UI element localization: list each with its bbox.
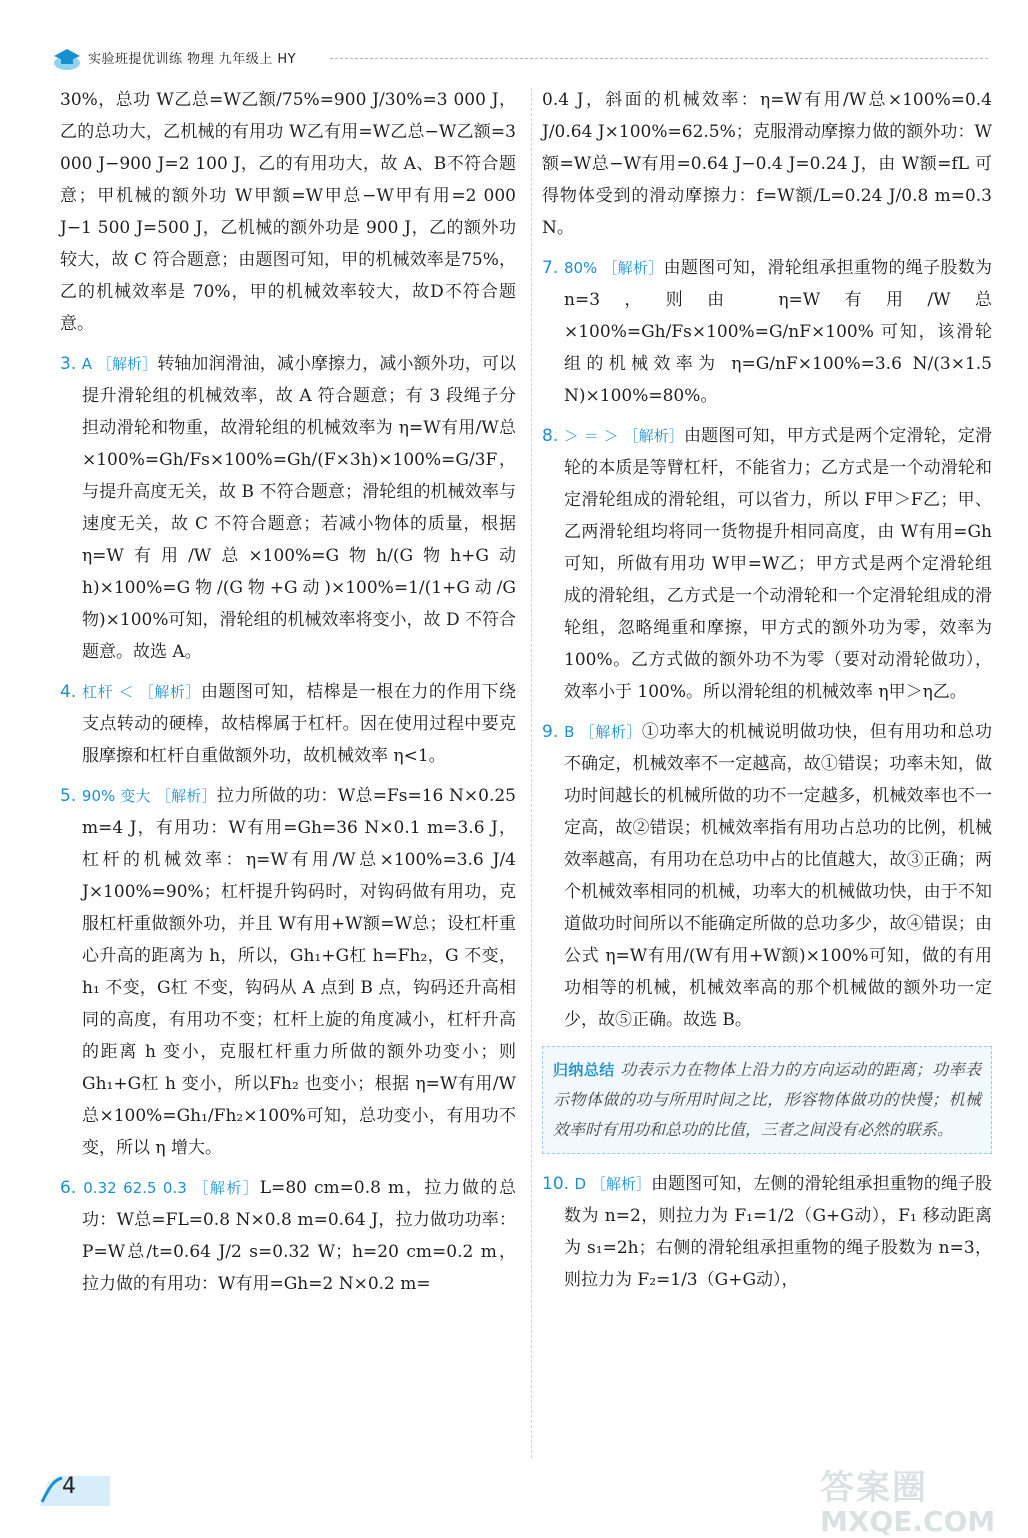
answer-text: L=80 cm=0.8 m，拉力做的总功：W总=FL=0.8 N×0.8 m=0.64 J，拉力做功功率：P=W总/t=0.64 J/2 s=0.32 W；h=20 cm=0.2 m，拉力做的有用功：W有用=Gh=2 N×0.2 m= [82,1178,516,1294]
item-number: 6. [60,1178,77,1198]
answer-tag: ＞ ＝ ＞ ［解析］ [563,427,685,445]
graduation-cap-icon [52,46,82,72]
watermark [820,1460,1010,1538]
answer-item [60,1172,516,1300]
answer-text: 由题图可知，桔槔是一根在力的作用下绕支点转动的硬棒，故桔槔属于杠杆。因在使用过程中要克服摩擦和杠杆自重做额外功，故机械效率 η<1。 [82,682,516,766]
answer-tag: 90% 变大 ［解析］ [81,787,217,805]
answer-tag: B ［解析］ [564,723,642,741]
answer-tag: 杠杆 ＜ ［解析］ [82,683,201,701]
answer-text: ①功率大的机械说明做功快，但有用功和总功不确定，机械效率不一定越高，故①错误；功率未知，做功时间越长的机械所做的功不一定越多，机械效率也不一定高，故②错误；机械效率指有用功占总功的比例，机械效率越高，有用功在总功中占的比值越大，故③正确；两个机械效率相同的机械，功率大的机械做功快，由于不知道做功时间所以不能确定所做的总功多少，故④错误；由公式 η=W有用/(W有用+W额)×100%可知，做的有用功相等的机械，机械效率高的那个机械做的额外功一定少，故⑤正确。故选 B。 [564,722,992,1030]
answer-item [542,84,992,244]
summary-text: 功表示力在物体上沿力的方向运动的距离；功率表示物体做的功与所用时间之比，形容物体做功的快慢；机械效率时有用功和总功的比值，三者之间没有必然的联系。 [553,1060,981,1139]
item-number: 10. [542,1174,570,1194]
answer-text: 0.4 J，斜面的机械效率：η=W有用/W总×100%=0.4 J/0.64 J×100%=62.5%；克服滑动摩擦力做的额外功：W额=W总−W有用=0.64 J−0.4 J=0.24 J，由 W额=fL 可得物体受到的滑动摩擦力：f=W额/L=0.24 J/0.8 m=0.3 N。 [542,90,992,238]
item-number: 3. [60,354,77,374]
right-column [542,84,992,1304]
answer-tag: D ［解析］ [574,1175,652,1193]
left-column [60,84,516,1308]
right-column-items [542,84,992,1036]
answer-text: 由题图可知，滑轮组承担重物的绳子股数为 n=3，则由 η=W有用/W总×100%=Gh/Fs×100%=G/nF×100% 可知，该滑轮组的机械效率为 η=G/nF×100%=3.6 N/(3×1.5 N)×100%=80%。 [564,258,993,406]
answer-text: 转轴加润滑油，减小摩擦力，减小额外功，可以提升滑轮组的机械效率，故 A 符合题意；有 3 段绳子分担动滑轮和物重，故滑轮组的机械效率为 η=W有用/W总×100%=Gh/Fs×100%=Gh/(F×3h)×100%=G/3F，与提升高度无关，故 B 不符合题意；滑轮组的机械效率与速度无关，故 C 不符合题意；若减小物体的质量，根据 η=W有用/W总×100%=G物h/(G物h+G动h)×100%=G物/(G物+G动)×100%=1/(1+G动/G物)×100%可知，滑轮组的机械效率将变小，故 D 不符合题意。故选 A。 [82,354,517,662]
watermark-cn: 答案圈 [820,1468,928,1508]
answer-item [542,1168,992,1296]
answer-text: 由题图可知，左侧的滑轮组承担重物的绳子股数为 n=2，则拉力为 F₁=1/2（G+G动），F₁ 移动距离为 s₁=2h；右侧的滑轮组承担重物的绳子股数为 n=3，则拉力为 F₂=1/3（G+G动）， [564,1174,992,1290]
answer-item [60,676,516,772]
header-title: 实验班提优训练 物理 九年级上 HY [88,52,297,67]
answer-text: 拉力所做的功：W总=Fs=16 N×0.25 m=4 J，有用功：W有用=Gh=36 N×0.1 m=3.6 J，杠杆的机械效率：η=W有用/W总×100%=3.6 J/4 J×100%=90%；杠杆提升钩码时，对钩码做有用功，克服杠杆重做额外功，并且 W有用+W额=W总；设杠杆重心升高的距离为 h，所以，Gh₁+G杠 h=Fh₂，G 不变，h₁ 不变，G杠 不变，钩码从 A 点到 B 点，钩码还升高相同的高度，有用功不变；杠杆上旋的角度减小，杠杆升高的距离 h 变小，克服杠杆重力所做的额外功变小；则 Gh₁+G杠 h 变小，所以Fh₂ 也变小；根据 η=W有用/W总×100%=Gh₁/Fh₂×100%可知，总功变小，有用功不变，所以 η 增大。 [82,786,516,1158]
item-number: 4. [60,682,77,702]
answer-item [542,716,992,1036]
header-rule [330,58,988,59]
answer-tag: 80% ［解析］ [563,259,664,277]
item-number: 9. [542,722,559,742]
item-number: 5. [60,786,77,806]
answer-item [542,420,992,708]
page-number: 4 [62,1474,76,1499]
summary-label: 归纳总结 [553,1061,615,1079]
answer-item [60,780,516,1164]
answer-text: 由题图可知，甲方式是两个定滑轮，定滑轮的本质是等臂杠杆，不能省力；乙方式是一个动滑轮和定滑轮组成的滑轮组，可以省力，所以 F甲＞F乙；甲、乙两滑轮组均将同一货物提升相同高度，由 W有用=Gh 可知，所做有用功 W甲=W乙；甲方式是两个定滑轮组成的滑轮组，乙方式是一个动滑轮和一个定滑轮组成的滑轮组，忽略绳重和摩擦，甲方式的额外功为零，效率为 100%。乙方式做的额外功不为零（要对动滑轮做功），效率小于 100%。所以滑轮组的机械效率 η甲＞η乙。 [564,426,993,702]
right-column-items-after [542,1168,992,1296]
column-divider [531,88,532,1458]
item-number: 7. [542,258,559,278]
watermark-en: MXQE.COM [820,1505,996,1538]
answer-item [542,252,992,412]
answer-tag: A ［解析］ [81,355,158,373]
page-header [0,0,1028,80]
answer-item [60,348,516,668]
summary-box [542,1046,992,1154]
answer-item [60,84,516,340]
answer-text: 30%，总功 W乙总=W乙额/75%=900 J/30%=3 000 J，乙的总功大，乙机械的有用功 W乙有用=W乙总−W乙额=3 000 J−900 J=2 100 J，乙的有用功大，故 A、B不符合题意；甲机械的额外功 W甲额=W甲总−W甲有用=2 000 J−1 500 J=500 J，乙机械的额外功是 900 J，乙的额外功较大，故 C 符合题意；由题图可知，甲的机械效率是75%，乙的机械效率是 70%，甲的机械效率较大，故D不符合题意。 [60,90,516,334]
item-number: 8. [542,426,559,446]
answer-tag: 0.32 62.5 0.3 ［解析］ [83,1179,260,1197]
